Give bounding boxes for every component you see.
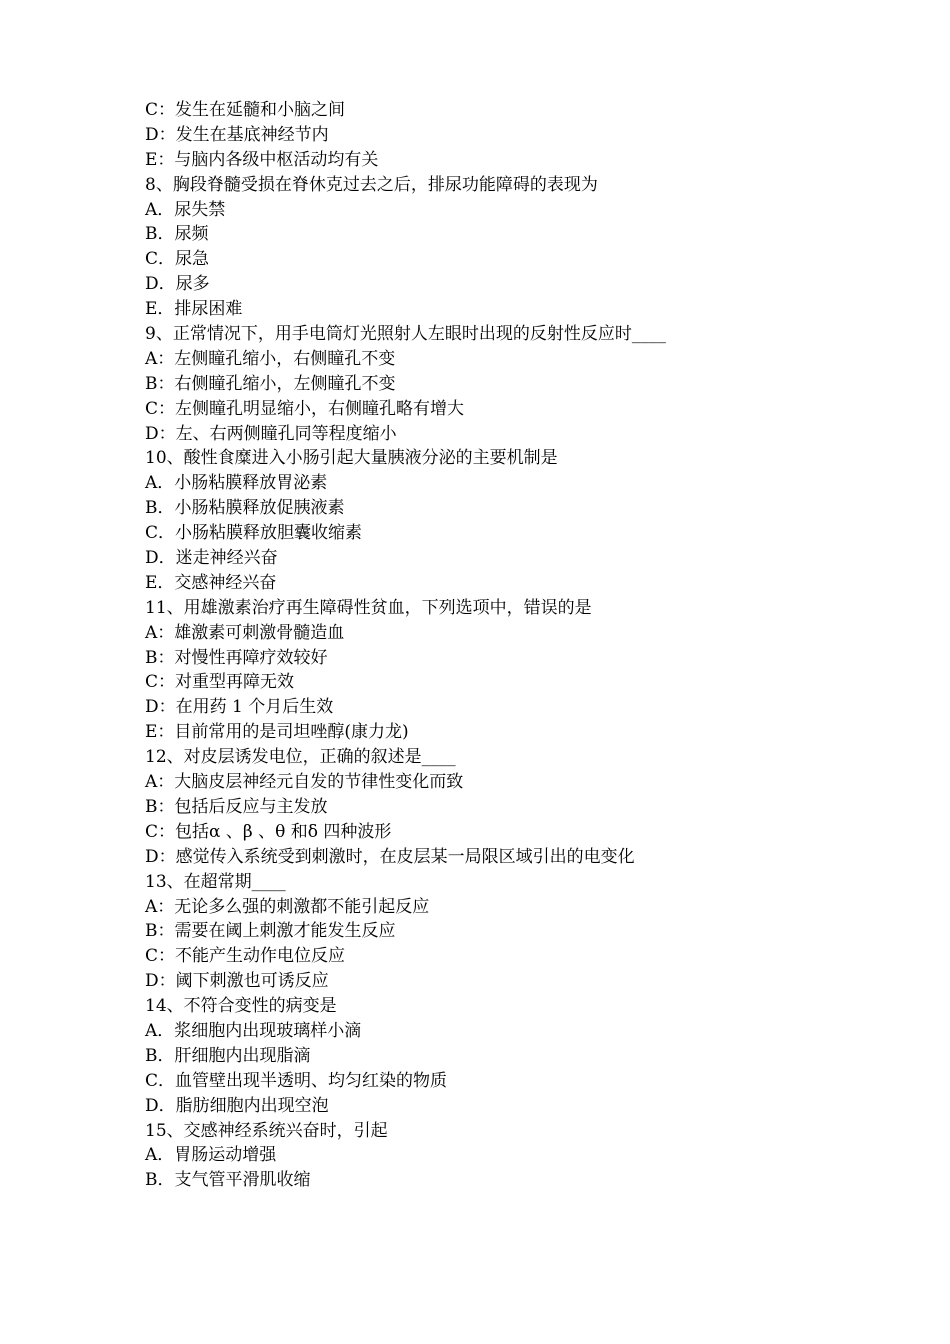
question-9: 9、正常情况下，用手电筒灯光照射人左眼时出现的反射性反应时____ — [145, 324, 666, 345]
option-line: B：需要在阈上刺激才能发生反应 — [145, 921, 396, 942]
option-line: C：左侧瞳孔明显缩小，右侧瞳孔略有增大 — [145, 398, 465, 419]
option-line: E．排尿困难 — [145, 299, 243, 320]
option-line: D：阈下刺激也可诱反应 — [145, 971, 329, 992]
option-line: D．迷走神经兴奋 — [145, 548, 278, 569]
option-line: A．尿失禁 — [145, 199, 226, 220]
question-13: 13、在超常期____ — [145, 871, 286, 892]
option-line: B．支气管平滑肌收缩 — [145, 1170, 311, 1191]
option-line: C．尿急 — [145, 249, 210, 270]
option-line: C．血管壁出现半透明、均匀红染的物质 — [145, 1070, 448, 1091]
option-line: A．浆细胞内出现玻璃样小滴 — [145, 1020, 362, 1041]
text-line: E：与脑内各级中枢活动均有关 — [145, 149, 379, 170]
option-line: D．脂肪细胞内出现空泡 — [145, 1095, 329, 1116]
option-line: B．尿频 — [145, 224, 209, 245]
option-line: E．交感神经兴奋 — [145, 572, 277, 593]
option-line: A：大脑皮层神经元自发的节律性变化而致 — [145, 772, 464, 793]
option-line: D：感觉传入系统受到刺激时，在皮层某一局限区域引出的电变化 — [145, 846, 635, 867]
question-10: 10、酸性食糜进入小肠引起大量胰液分泌的主要机制是 — [145, 448, 558, 469]
option-line: B：包括后反应与主发放 — [145, 796, 328, 817]
option-line: A．胃肠运动增强 — [145, 1145, 277, 1166]
question-11: 11、用雄激素治疗再生障碍性贫血，下列选项中，错误的是 — [145, 597, 592, 618]
question-15: 15、交感神经系统兴奋时，引起 — [145, 1120, 388, 1141]
option-line: B．小肠粘膜释放促胰液素 — [145, 498, 345, 519]
option-line: D：在用药 1 个月后生效 — [145, 697, 334, 718]
option-line: C．小肠粘膜释放胆囊收缩素 — [145, 523, 363, 544]
option-line: A：无论多么强的刺激都不能引起反应 — [145, 896, 430, 917]
question-8: 8、胸段脊髓受损在脊休克过去之后，排尿功能障碍的表现为 — [145, 174, 598, 195]
option-line: A．小肠粘膜释放胃泌素 — [145, 473, 328, 494]
option-line: A：雄激素可刺激骨髓造血 — [145, 622, 345, 643]
text-line: C：发生在延髓和小脑之间 — [145, 100, 346, 120]
option-line: A：左侧瞳孔缩小，右侧瞳孔不变 — [145, 348, 396, 369]
text-line: D：发生在基底神经节内 — [145, 124, 329, 145]
option-line: C：包括α 、β 、θ 和δ 四种波形 — [145, 821, 392, 842]
document-body — [145, 98, 865, 1193]
option-line: B：对慢性再障疗效较好 — [145, 647, 328, 668]
question-12: 12、对皮层诱发电位，正确的叙述是____ — [145, 747, 456, 768]
option-line: B．肝细胞内出现脂滴 — [145, 1045, 311, 1066]
option-line: C：不能产生动作电位反应 — [145, 946, 346, 967]
option-line: E：目前常用的是司坦唑醇(康力龙) — [145, 722, 409, 743]
option-line: D：左、右两侧瞳孔同等程度缩小 — [145, 423, 397, 444]
option-line: D．尿多 — [145, 274, 210, 295]
option-line: C：对重型再障无效 — [145, 672, 295, 693]
option-line: B：右侧瞳孔缩小，左侧瞳孔不变 — [145, 373, 396, 394]
question-14: 14、不符合变性的病变是 — [145, 996, 337, 1017]
